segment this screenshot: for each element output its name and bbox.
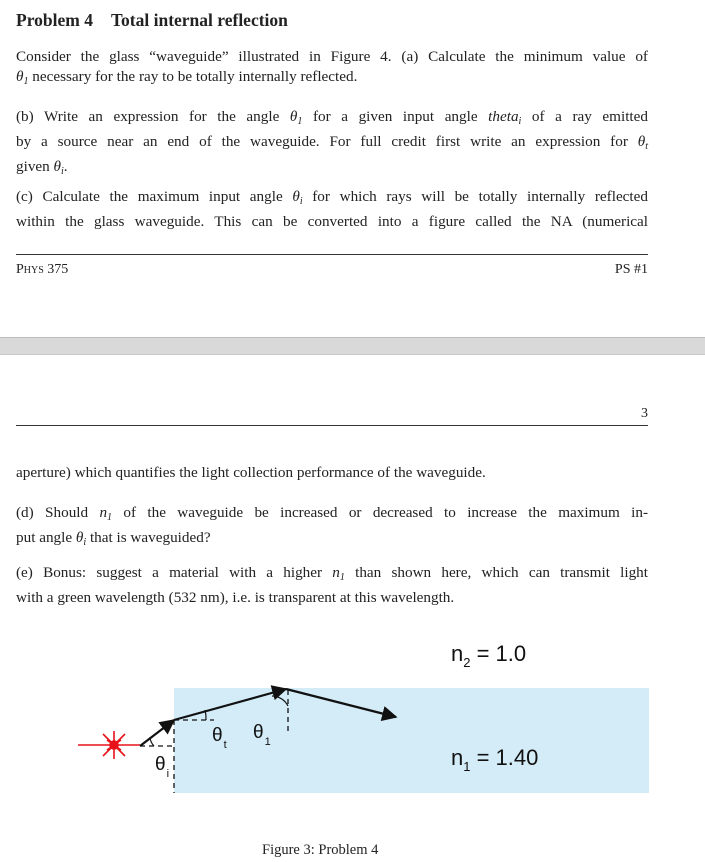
page-number: 3 — [641, 406, 648, 421]
incident-ray — [140, 720, 174, 746]
text-line: within the glass waveguide. This can be converted into a figure called the NA (numerical — [16, 213, 648, 230]
text-line: (c) Calculate the maximum input angle $\theta_i$ for which rays will be totally internally reflected — [16, 188, 648, 207]
glass-waveguide — [174, 688, 649, 793]
text-line: Consider the glass “waveguide” illustrated in Figure 4. (a) Calculate the minimum value of — [16, 48, 648, 65]
theta-1-label: $\theta_1$ — [253, 722, 271, 748]
text-line: given $\theta_i$. — [16, 158, 68, 177]
text-line: by a source near an end of the waveguide. For full credit first write an expression for $\theta_t$ — [16, 133, 648, 152]
laser-source-icon — [78, 731, 140, 759]
figure-caption: Figure 3: Problem 4 — [262, 842, 379, 858]
problem-number: Problem 4 — [16, 10, 93, 30]
theta-t-label: $\theta_t$ — [212, 725, 227, 751]
theta-i-label: $\theta_i$ — [155, 754, 170, 780]
text-line: $\theta_1$ necessary for the ray to be totally internally reflected. — [16, 68, 358, 87]
footer-course: Phys 375 — [16, 262, 69, 277]
text-line: (d) Should $n_1$ of the waveguide be increased or decreased to increase the maximum in- — [16, 504, 648, 523]
footer-problem-set: PS #1 — [614, 262, 648, 277]
n2-label: $n_2 = 1.0$ — [451, 641, 527, 670]
n1-label: $n_1 = 1.40$ — [451, 745, 539, 774]
text-line: put angle $\theta_i$ that is waveguided? — [16, 529, 211, 548]
problem-title: Total internal reflection — [110, 10, 288, 30]
text-line: (b) Write an expression for the angle $\theta_1$ for a given input angle theta$_i$ of a ray emitted — [16, 108, 648, 127]
text-line: (e) Bonus: suggest a material with a higher $n_1$ than shown here, which can transmit light — [16, 564, 648, 583]
text-line: aperture) which quantifies the light collection performance of the waveguide. — [16, 464, 486, 481]
text-line: with a green wavelength (532 nm), i.e. is transparent at this wavelength. — [16, 589, 455, 606]
